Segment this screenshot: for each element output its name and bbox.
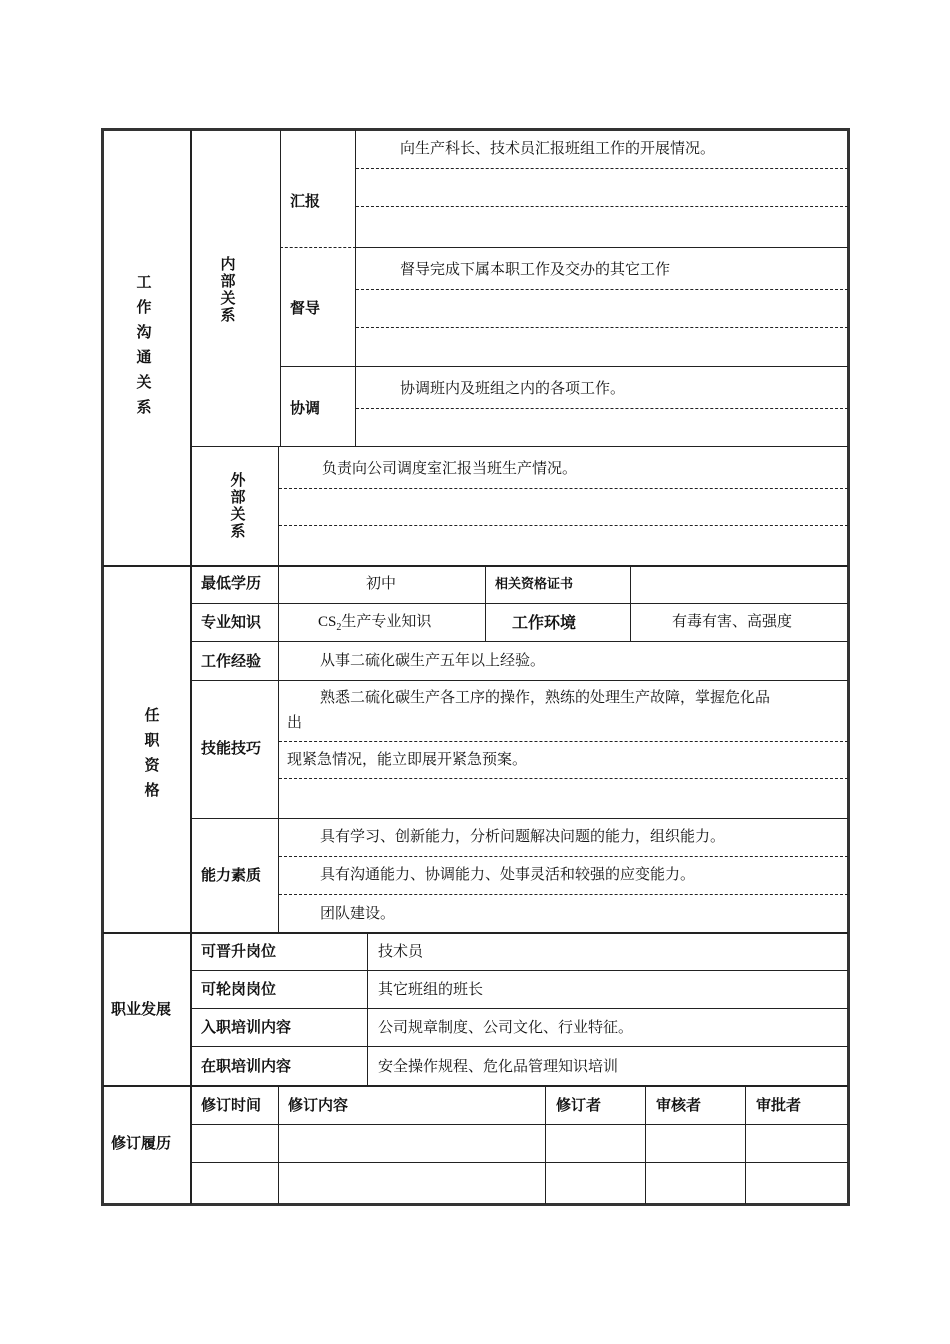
revision-header-reviser: 修订者 — [556, 1096, 602, 1114]
career-label-0: 可晋升岗位 — [201, 942, 277, 960]
section-label-qualification: 任职资格 — [144, 706, 160, 799]
section-label-revision: 修订履历 — [111, 1134, 172, 1152]
revision-header-approver: 审批者 — [756, 1096, 802, 1114]
dashed-line — [279, 488, 848, 489]
dashed-line — [356, 168, 848, 169]
revision-header-reviewer: 审核者 — [656, 1096, 702, 1114]
ability-line2: 具有沟通能力、协调能力、处事灵活和较强的应变能力。 — [320, 867, 696, 883]
divider — [191, 1008, 848, 1009]
divider — [190, 130, 192, 1204]
internal-relation-label: 内部关系 — [220, 255, 236, 324]
divider — [191, 1046, 848, 1047]
divider — [278, 1086, 279, 1204]
report-label: 汇报 — [290, 192, 321, 210]
career-label-3: 在职培训内容 — [201, 1057, 292, 1075]
career-label-1: 可轮岗岗位 — [201, 980, 277, 998]
divider — [191, 680, 848, 681]
skill-line2: 现紧急情况，能立即展开紧急预案。 — [287, 752, 528, 768]
divider — [355, 247, 848, 248]
env-value: 有毒有害、高强度 — [672, 614, 793, 630]
dashed-line — [279, 856, 848, 857]
revision-header-time: 修订时间 — [201, 1096, 262, 1114]
divider — [278, 566, 279, 932]
ability-line1: 具有学习、创新能力，分析问题解决问题的能力，组织能力。 — [320, 829, 726, 845]
divider — [191, 603, 848, 604]
divider — [280, 130, 281, 446]
exp-value: 从事二硫化碳生产五年以上经验。 — [320, 653, 546, 669]
ability-label: 能力素质 — [201, 866, 262, 884]
coordinate-label: 协调 — [290, 399, 321, 417]
skill-line1: 熟悉二硫化碳生产各工序的操作，熟练的处理生产故障，掌握危化品 — [320, 690, 771, 706]
skill-line1b: 出 — [287, 715, 303, 731]
divider — [745, 1086, 746, 1204]
dashed-line — [356, 289, 848, 290]
dashed-line — [279, 894, 848, 895]
divider — [103, 1085, 848, 1087]
divider — [191, 970, 848, 971]
divider — [191, 818, 848, 819]
section-label-career: 职业发展 — [111, 1000, 172, 1018]
supervise-text: 督导完成下属本职工作及交办的其它工作 — [400, 262, 671, 278]
section-label-work-comm: 工作沟通关系 — [136, 273, 152, 416]
ability-line3: 团队建设。 — [320, 906, 396, 922]
min-edu-label: 最低学历 — [201, 574, 262, 592]
dashed-line — [279, 525, 848, 526]
dashed-line — [356, 327, 848, 328]
report-text: 向生产科长、技术员汇报班组工作的开展情况。 — [400, 141, 716, 157]
divider — [367, 933, 368, 1085]
career-value-0: 技术员 — [378, 944, 424, 960]
divider — [485, 566, 486, 642]
divider — [103, 565, 848, 567]
divider — [630, 566, 631, 642]
supervise-label: 督导 — [290, 299, 321, 317]
knowledge-label: 专业知识 — [201, 613, 262, 631]
dashed-line — [279, 778, 848, 779]
external-text: 负责向公司调度室汇报当班生产情况。 — [322, 461, 578, 477]
divider — [280, 366, 848, 367]
career-value-2: 公司规章制度、公司文化、行业特征。 — [378, 1020, 634, 1036]
divider — [191, 446, 848, 447]
career-label-2: 入职培训内容 — [201, 1018, 292, 1036]
dashed-line — [356, 206, 848, 207]
divider — [645, 1086, 646, 1204]
skill-label: 技能技巧 — [201, 739, 262, 757]
divider — [191, 1124, 848, 1125]
knowledge-value: $CS_2$生产专业知识 — [318, 614, 432, 633]
env-label: 工作环境 — [512, 613, 577, 632]
divider — [280, 247, 356, 248]
divider — [191, 641, 848, 642]
exp-label: 工作经验 — [201, 652, 262, 670]
divider — [191, 1162, 848, 1163]
min-edu-value: 初中 — [366, 576, 397, 592]
divider — [103, 932, 848, 934]
career-value-1: 其它班组的班长 — [378, 982, 484, 998]
divider — [355, 130, 356, 446]
revision-header-content: 修订内容 — [288, 1096, 349, 1114]
dashed-line — [279, 741, 848, 742]
coordinate-text: 协调班内及班组之内的各项工作。 — [400, 381, 626, 397]
divider — [545, 1086, 546, 1204]
cert-label: 相关资格证书 — [495, 577, 574, 592]
career-value-3: 安全操作规程、危化品管理知识培训 — [378, 1059, 619, 1075]
dashed-line — [356, 408, 848, 409]
external-relation-label: 外部关系 — [230, 471, 246, 540]
divider — [278, 446, 279, 566]
